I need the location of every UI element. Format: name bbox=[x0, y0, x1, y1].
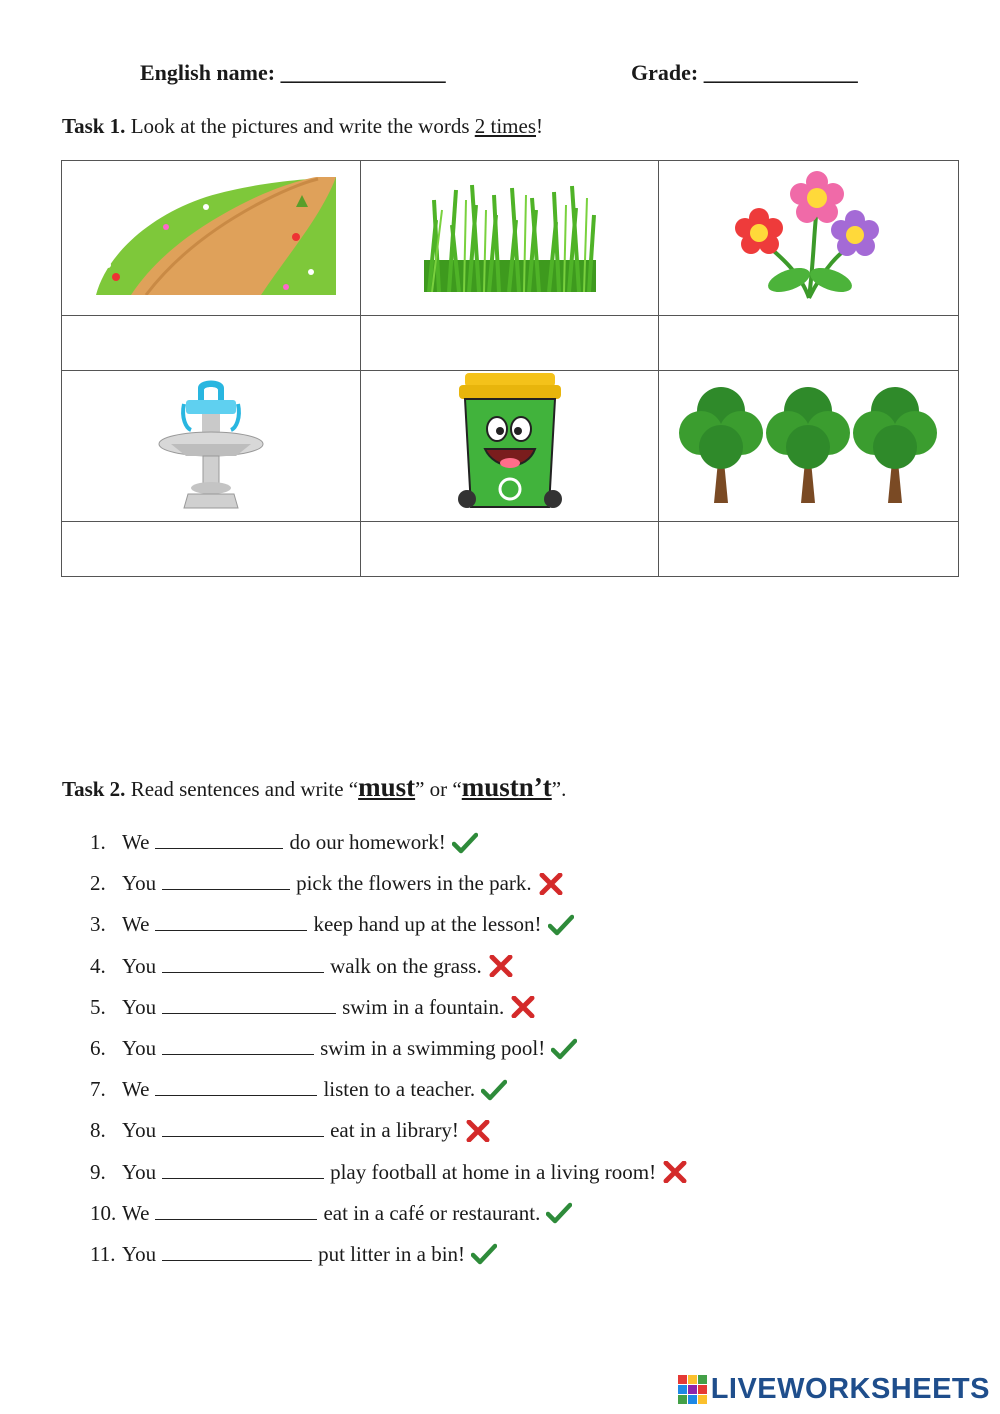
sentence-item bbox=[90, 1193, 688, 1234]
answer-blank[interactable] bbox=[155, 1079, 317, 1096]
answer-cell[interactable] bbox=[659, 522, 959, 577]
cross-icon bbox=[538, 873, 564, 895]
answer-blank[interactable] bbox=[155, 1203, 317, 1220]
sentence-rest: swim in a swimming pool! bbox=[320, 1036, 546, 1061]
sentence-item bbox=[90, 904, 688, 945]
brand-text: LIVEWORKSHEETS bbox=[710, 1373, 990, 1405]
answer-blank[interactable] bbox=[155, 914, 307, 931]
answer-blank[interactable] bbox=[155, 832, 283, 849]
sentence-number: 6. bbox=[90, 1036, 106, 1061]
sentence-number: 4. bbox=[90, 953, 106, 978]
fountain-picture bbox=[156, 378, 266, 510]
sentence-subject: We bbox=[122, 1077, 150, 1102]
sentence-number: 10. bbox=[90, 1200, 117, 1225]
check-icon bbox=[546, 1202, 572, 1224]
answer-cell[interactable] bbox=[361, 316, 659, 371]
answer-input[interactable] bbox=[67, 322, 354, 364]
logo-icon bbox=[678, 1375, 707, 1404]
flowers-picture bbox=[729, 168, 889, 303]
sentence-rest: eat in a café or restaurant. bbox=[323, 1200, 541, 1225]
sentence-item bbox=[90, 822, 688, 863]
bin-picture bbox=[455, 371, 565, 516]
answer-input[interactable] bbox=[367, 528, 653, 570]
cross-icon bbox=[465, 1120, 491, 1142]
sentence-item bbox=[90, 1110, 688, 1151]
sentence-number: 5. bbox=[90, 994, 106, 1019]
trees-picture bbox=[676, 381, 941, 506]
sentence-subject: You bbox=[122, 1036, 157, 1061]
sentence-number: 2. bbox=[90, 871, 106, 896]
liveworksheets-logo bbox=[678, 1373, 990, 1406]
word-must: must bbox=[358, 772, 416, 802]
answer-cell[interactable] bbox=[62, 522, 361, 577]
answer-input[interactable] bbox=[67, 528, 354, 570]
check-icon bbox=[481, 1079, 507, 1101]
check-icon bbox=[548, 914, 574, 936]
sentence-subject: You bbox=[122, 953, 157, 978]
sentence-subject: You bbox=[122, 1241, 157, 1266]
sentence-rest: pick the flowers in the park. bbox=[296, 871, 532, 896]
sentence-subject: We bbox=[122, 1200, 150, 1225]
task2-title: Task 2. Read sentences and write “must” or “mustn’t”. bbox=[62, 772, 567, 802]
sentence-number: 9. bbox=[90, 1159, 106, 1184]
sentence-number: 7. bbox=[90, 1077, 106, 1102]
picture-cell bbox=[62, 161, 361, 316]
sentence-rest: do our homework! bbox=[289, 830, 446, 855]
cross-icon bbox=[662, 1161, 688, 1183]
sentence-item bbox=[90, 1069, 688, 1110]
sentence-subject: You bbox=[122, 871, 157, 896]
sentence-item bbox=[90, 1234, 688, 1275]
sentence-subject: We bbox=[122, 912, 150, 937]
cross-icon bbox=[510, 996, 536, 1018]
picture-cell bbox=[659, 371, 959, 522]
sentence-subject: You bbox=[122, 994, 157, 1019]
picture-cell bbox=[361, 371, 659, 522]
sentence-item bbox=[90, 987, 688, 1028]
sentence-rest: keep hand up at the lesson! bbox=[313, 912, 542, 937]
picture-cell bbox=[361, 161, 659, 316]
sentence-item bbox=[90, 1152, 688, 1193]
answer-input[interactable] bbox=[665, 322, 953, 364]
sentence-item bbox=[90, 946, 688, 987]
path-picture bbox=[86, 177, 336, 295]
sentence-subject: We bbox=[122, 830, 150, 855]
answer-blank[interactable] bbox=[162, 1038, 314, 1055]
answer-blank[interactable] bbox=[162, 1244, 312, 1261]
answer-input[interactable] bbox=[665, 528, 953, 570]
sentence-item bbox=[90, 863, 688, 904]
sentence-number: 1. bbox=[90, 830, 106, 855]
picture-cell bbox=[659, 161, 959, 316]
task2-label: Task 2. bbox=[62, 777, 126, 801]
grade-label: Grade: ______________ bbox=[631, 60, 858, 85]
task1-label: Task 1. bbox=[62, 114, 126, 138]
word-mustnt: mustn’t bbox=[461, 772, 552, 802]
answer-blank[interactable] bbox=[162, 1162, 324, 1179]
sentence-subject: You bbox=[122, 1159, 157, 1184]
sentence-number: 3. bbox=[90, 912, 106, 937]
sentence-rest: swim in a fountain. bbox=[342, 994, 505, 1019]
answer-cell[interactable] bbox=[659, 316, 959, 371]
answer-input[interactable] bbox=[367, 322, 653, 364]
sentence-rest: walk on the grass. bbox=[330, 953, 482, 978]
answer-blank[interactable] bbox=[162, 873, 290, 890]
sentence-rest: play football at home in a living room! bbox=[330, 1159, 657, 1184]
check-icon bbox=[452, 832, 478, 854]
sentence-list bbox=[90, 822, 688, 1275]
answer-cell[interactable] bbox=[361, 522, 659, 577]
cross-icon bbox=[488, 955, 514, 977]
answer-blank[interactable] bbox=[162, 997, 336, 1014]
answer-blank[interactable] bbox=[162, 1120, 324, 1137]
sentence-rest: eat in a library! bbox=[330, 1118, 459, 1143]
sentence-number: 8. bbox=[90, 1118, 106, 1143]
vocab-table bbox=[61, 160, 959, 577]
sentence-item bbox=[90, 1028, 688, 1069]
task1-title: Task 1. Look at the pictures and write the words 2 times! bbox=[62, 114, 544, 138]
check-icon bbox=[471, 1243, 497, 1265]
sentence-rest: listen to a teacher. bbox=[323, 1077, 476, 1102]
answer-cell[interactable] bbox=[62, 316, 361, 371]
picture-cell bbox=[62, 371, 361, 522]
grass-picture bbox=[424, 180, 596, 292]
answer-blank[interactable] bbox=[162, 956, 324, 973]
sentence-subject: You bbox=[122, 1118, 157, 1143]
check-icon bbox=[551, 1038, 577, 1060]
sentence-rest: put litter in a bin! bbox=[318, 1241, 466, 1266]
english-name-label: English name: _______________ bbox=[140, 60, 446, 85]
sentence-number: 11. bbox=[90, 1241, 116, 1266]
